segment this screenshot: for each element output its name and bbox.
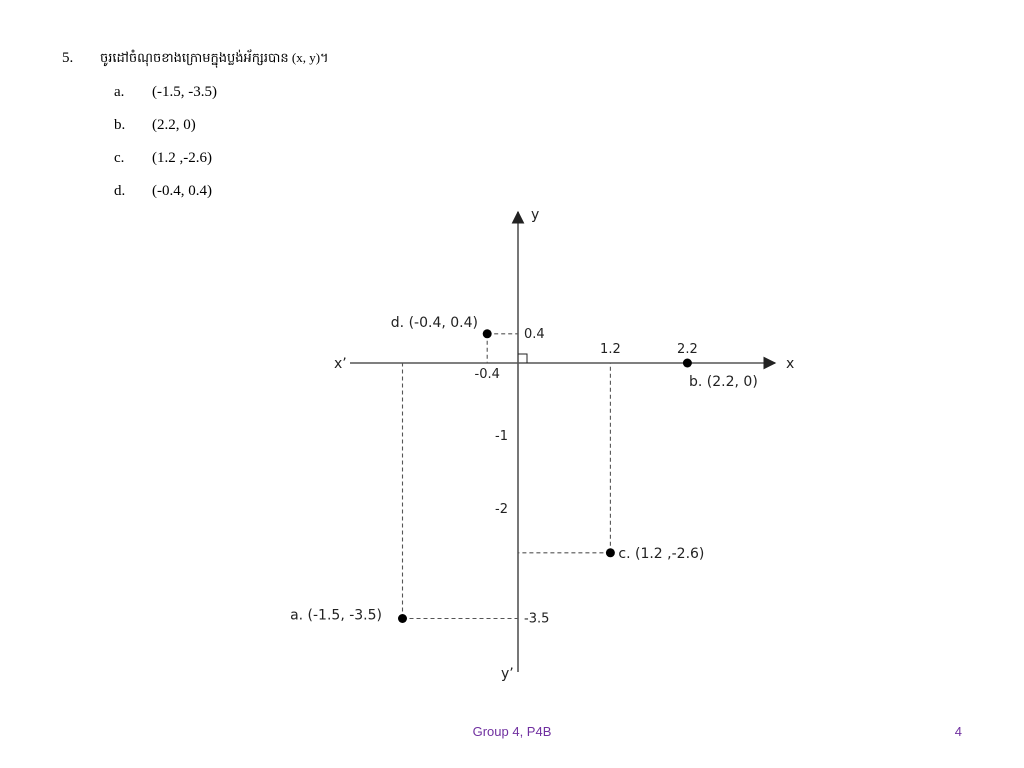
item-letter: a. (114, 84, 125, 100)
point-c (606, 548, 615, 557)
item-value: (-1.5, -3.5) (152, 84, 217, 100)
question-number: 5. (62, 50, 74, 66)
point-label-d: d. (-0.4, 0.4) (390, 314, 478, 331)
y-tick-label: -1 (495, 429, 508, 444)
x-negative-axis-label: x’ (334, 356, 347, 372)
page-number: 4 (954, 724, 962, 739)
x-tick-label: 2.2 (677, 342, 698, 357)
item-value: (-0.4, 0.4) (152, 183, 212, 199)
right-angle-marker (518, 354, 527, 363)
footer-group: Group 4, P4B (472, 724, 552, 739)
y-tick-label: -3.5 (524, 611, 550, 627)
x-tick-label: -0.4 (474, 367, 500, 382)
item-letter: d. (114, 183, 126, 199)
y-axis-label: y (531, 207, 540, 223)
question-text: ចូរដៅចំណុចខាងក្រោមក្នុងប្លង់អ័ក្សរបាន (x, y)។ (100, 50, 329, 65)
item-letter: c. (114, 150, 125, 166)
x-axis-label: x (786, 356, 795, 372)
point-label-b: b. (2.2, 0) (689, 374, 758, 390)
x-tick-label: 1.2 (600, 342, 621, 357)
y-negative-axis-label: y’ (501, 666, 514, 682)
point-label-a: a. (-1.5, -3.5) (290, 607, 382, 624)
y-tick-label: -2 (495, 502, 508, 517)
point-d (483, 329, 492, 338)
item-value: (2.2, 0) (152, 117, 196, 133)
point-b (683, 359, 692, 368)
item-value: (1.2 ,-2.6) (152, 150, 212, 166)
y-tick-label: 0.4 (524, 326, 545, 342)
point-label-c: c. (1.2 ,-2.6) (618, 545, 705, 562)
item-letter: b. (114, 117, 126, 133)
point-a (398, 614, 407, 623)
